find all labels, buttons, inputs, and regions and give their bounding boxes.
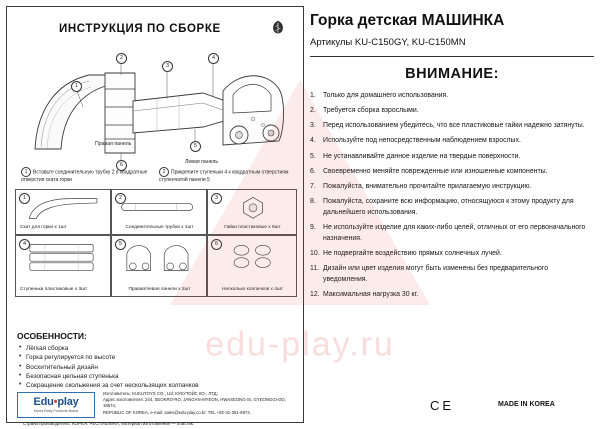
step-number-2: 2 <box>159 167 169 177</box>
warning-item <box>310 197 594 218</box>
features-section <box>17 331 297 390</box>
warning-text: Требуется сборка взрослыми. <box>323 107 419 115</box>
warning-text: Используйте под непосредственным наблюдением взрослых. <box>323 137 521 145</box>
part-number-3: 3 <box>211 193 222 204</box>
warning-item <box>310 223 594 244</box>
warning-number: 9. <box>310 224 316 232</box>
feature-item: • Горка регулируется по высоте <box>17 353 297 362</box>
warning-text: Пожалуйста, сохраните всю информацию, относящуюся к этому продукту для дальнейшего использования. <box>323 198 574 216</box>
brand-name-play: play <box>57 396 79 408</box>
warning-item <box>310 182 594 193</box>
warning-text: Только для домашнего использования. <box>323 91 449 99</box>
assembly-instructions-title: ИНСТРУКЦИЯ ПО СБОРКЕ <box>59 23 221 35</box>
step-number-1: 1 <box>21 167 31 177</box>
warning-item <box>310 264 594 285</box>
part-cell-1 <box>15 189 111 235</box>
attention-heading: ВНИМАНИЕ: <box>405 65 499 82</box>
leaf-logo-icon <box>269 19 287 36</box>
part-cap-icon <box>226 242 280 270</box>
warning-text: Дизайн или цвет изделия могут быть изменены без предварительного уведомления. <box>323 265 549 283</box>
part-number-4: 4 <box>19 239 30 250</box>
part-number-1: 1 <box>19 193 30 204</box>
callout-1: 1 <box>71 81 82 92</box>
part-cell-6 <box>207 235 297 297</box>
callout-3: 3 <box>162 61 173 72</box>
part-step-icon <box>24 242 104 272</box>
features-title: ОСОБЕННОСТИ: <box>17 331 87 341</box>
divider <box>310 56 594 57</box>
product-title-model: МАШИНКА <box>421 12 505 29</box>
assembly-step-2 <box>159 167 293 183</box>
part-tube-icon <box>118 199 198 217</box>
manufacturer-line-3: REPUBLIC OF KOREA, e-mail: sales@edu-play.co.kr; TEL +82-31-351-9974. <box>103 409 251 415</box>
warning-item <box>310 167 594 178</box>
part-label-2: Соединительные трубки x 1шт <box>125 225 194 231</box>
step-text-1: Вставьте соединительную трубку 2 в квадратные отверстия ската горки <box>21 169 148 183</box>
warning-text: Не используйте изделие для каких-либо целей, отличных от его первоначального назначения. <box>323 224 586 242</box>
brand-name-edu: Edu <box>33 396 54 408</box>
warning-text: Пожалуйста, внимательно прочитайте прилагаемую инструкцию. <box>323 183 532 191</box>
warning-item <box>310 121 594 132</box>
warning-number: 1. <box>310 91 316 99</box>
brand-tagline: Korea Baby Products Brand <box>33 409 79 413</box>
warning-text: Не устанавливайте данное изделие на твердые поверхности. <box>323 152 521 160</box>
assembly-step-1 <box>21 167 149 183</box>
part-nut-icon <box>236 195 270 219</box>
label-left-panel: Левая панель <box>185 159 219 165</box>
manufacturer-line-2: Адрес изготовителя: 244, SEOKRO-RO, JANGAN-MYEON, HWASEONG-SI, GYEONGGI-DO, 18574, <box>103 397 286 409</box>
warning-item <box>310 106 594 117</box>
warning-item <box>310 290 594 301</box>
part-cell-2 <box>111 189 207 235</box>
callout-6: 6 <box>116 160 127 171</box>
manufacturer-line-1: Изготовитель: KUKUTOYS CO., Ltd; КУКУТОЙС КО., ЛТД; <box>103 391 218 396</box>
warning-number: 6. <box>310 167 316 175</box>
warning-item <box>310 249 594 260</box>
assembly-diagram <box>17 41 295 171</box>
warning-number: 3. <box>310 122 316 130</box>
warning-item <box>310 91 594 102</box>
assembly-steps <box>17 167 295 189</box>
warning-text: Перед использованием убедитесь, что все пластиковые гайки надежно затянуты. <box>323 122 585 130</box>
right-panel <box>310 6 594 386</box>
manufacturer-section <box>17 392 297 422</box>
warning-text: Не подвергайте воздействию прямых солнечных лучей. <box>323 250 502 258</box>
feature-item: • Лёгкая сборка <box>17 344 297 353</box>
part-label-3: Гайки пластиковые x 8шт <box>224 225 281 231</box>
slide-exploded-view <box>17 41 295 171</box>
warning-number: 10. <box>310 250 320 258</box>
left-panel <box>6 6 304 426</box>
feature-item: • Сокращение скольжения за счет нескользящих колпачков <box>17 381 297 390</box>
country-of-origin: Страна производитель: КОРЕЯ, РЕСПУБЛИКА, Материал изготовления — пластик. <box>23 421 195 426</box>
step-text-2: Прикрепите ступеньки 4 к квадратным отверстиям ступенчатой панели 5 <box>159 169 289 183</box>
warning-number: 12. <box>310 291 320 299</box>
warning-text: Максимальная нагрузка 30 кг. <box>323 291 419 299</box>
part-label-4: Ступеньки пластиковые x 3шт <box>20 287 88 293</box>
brand-logo <box>17 392 95 418</box>
product-title <box>310 12 594 30</box>
brand-name <box>18 396 94 408</box>
part-cell-5 <box>111 235 207 297</box>
manufacturer-address <box>103 391 299 416</box>
features-list <box>17 344 297 390</box>
parts-list <box>15 189 297 329</box>
callout-4: 4 <box>208 53 219 64</box>
feature-item: • Восхитительный дизайн <box>17 363 297 372</box>
part-number-5: 5 <box>115 239 126 250</box>
warning-number: 4. <box>310 137 316 145</box>
ce-mark-icon: CE <box>430 398 455 413</box>
callout-2: 2 <box>116 53 127 64</box>
warning-item <box>310 136 594 147</box>
warning-number: 11. <box>310 265 320 273</box>
part-side-panel-icon <box>120 240 200 274</box>
warning-item <box>310 152 594 163</box>
callout-5: 5 <box>190 141 201 152</box>
product-sku: Артикулы KU-C150GY, KU-C150MN <box>310 36 466 48</box>
feature-item: • Безопасная цельная ступенька <box>17 372 297 381</box>
warning-number: 2. <box>310 107 316 115</box>
warning-text: Своевременно меняйте поврежденные или изношенные компоненты. <box>323 167 548 175</box>
part-chute-icon <box>19 196 109 222</box>
part-number-2: 2 <box>115 193 126 204</box>
part-cell-4 <box>15 235 111 297</box>
part-cell-3 <box>207 189 297 235</box>
part-label-5: Правая/левая панели x 2шт <box>128 287 191 293</box>
warning-number: 7. <box>310 183 316 191</box>
part-number-6: 6 <box>211 239 222 250</box>
warning-number: 8. <box>310 198 316 206</box>
brand-dot: • <box>53 396 58 408</box>
label-right-panel: Правая панель <box>95 141 132 147</box>
part-label-1: Скат для горки x 1шт <box>20 225 67 231</box>
warning-list <box>310 91 594 301</box>
product-title-main: Горка детская <box>310 12 418 29</box>
warning-number: 5. <box>310 152 316 160</box>
part-label-6: Несколько колпачков x 4шт <box>221 287 283 293</box>
made-in-korea-label: MADE IN KOREA <box>498 401 555 408</box>
